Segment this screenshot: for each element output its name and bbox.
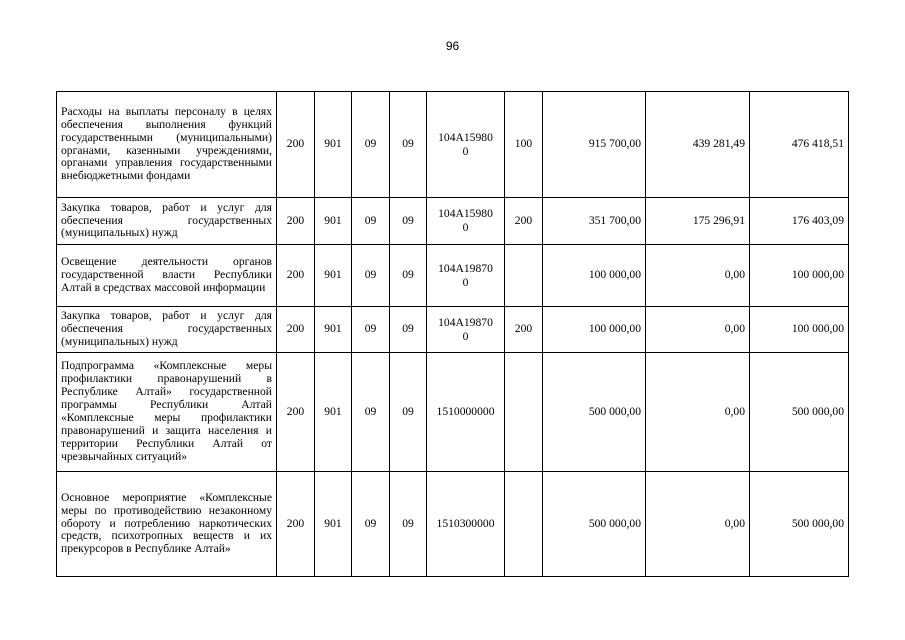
- row-target-article: [427, 92, 505, 198]
- target-article-line2: 0: [462, 275, 469, 289]
- row-target-article: [427, 472, 505, 577]
- row-description: Подпрограмма «Комплексные меры профилактики правонарушений в Республике Алтай» государственной программы Республики Алтай «Комплексные меры профилактики правонарушений и защита населения и территории Республики Алтай от чрезвычайных ситуаций»: [57, 353, 277, 472]
- row-section-code: 09: [352, 92, 390, 198]
- row-sum-executed: 175 296,91: [646, 198, 750, 245]
- row-target-article: [427, 353, 505, 472]
- row-sum-executed: 0,00: [646, 245, 750, 307]
- row-grbs-code: 901: [315, 307, 352, 353]
- target-article-line1: 1510300000: [436, 517, 495, 530]
- row-target-article: [427, 245, 505, 307]
- row-subsection-code: 09: [390, 307, 427, 353]
- row-sum-planned: 100 000,00: [543, 307, 646, 353]
- row-section-code: 09: [352, 472, 390, 577]
- row-grbs-code: 901: [315, 198, 352, 245]
- row-grbs-code: 901: [315, 92, 352, 198]
- row-subsection-code: 09: [390, 245, 427, 307]
- row-expense-type: 100: [505, 92, 543, 198]
- row-admin-code: 200: [277, 198, 315, 245]
- row-subsection-code: 09: [390, 353, 427, 472]
- row-admin-code: 200: [277, 92, 315, 198]
- row-description: Основное мероприятие «Комплексные меры по противодействию незаконному обороту и потреблению наркотических средств, психотропных веществ и их прекурсоров в Республике Алтай»: [57, 472, 277, 577]
- row-section-code: 09: [352, 307, 390, 353]
- row-expense-type: 200: [505, 198, 543, 245]
- row-expense-type: 200: [505, 307, 543, 353]
- row-subsection-code: 09: [390, 92, 427, 198]
- target-article-line1: 104A15980: [438, 207, 493, 220]
- row-expense-type: [505, 245, 543, 307]
- target-article-line1: 104A19870: [438, 261, 493, 275]
- table-row: [57, 472, 849, 577]
- row-admin-code: 200: [277, 472, 315, 577]
- table-row: [57, 353, 849, 472]
- row-description: Расходы на выплаты персоналу в целях обеспечения выполнения функций государственными (муниципальными) органами, казенными учреждениями, органами управления государственными внебюджетными фондами: [57, 92, 277, 198]
- row-description: Освещение деятельности органов государственной власти Республики Алтай в средствах массовой информации: [57, 245, 277, 307]
- row-section-code: 09: [352, 353, 390, 472]
- table-body: [57, 92, 849, 577]
- table-row: [57, 245, 849, 307]
- target-article-line2: 0: [462, 329, 469, 343]
- row-description: Закупка товаров, работ и услуг для обеспечения государственных (муниципальных) нужд: [57, 198, 277, 245]
- target-article-line1: 1510000000: [436, 405, 495, 418]
- row-sum-planned: 915 700,00: [543, 92, 646, 198]
- row-sum-planned: 351 700,00: [543, 198, 646, 245]
- row-sum-planned: 500 000,00: [543, 472, 646, 577]
- row-grbs-code: 901: [315, 245, 352, 307]
- row-sum-remaining: 476 418,51: [750, 92, 849, 198]
- budget-table: [56, 91, 849, 577]
- row-sum-executed: 439 281,49: [646, 92, 750, 198]
- row-expense-type: [505, 353, 543, 472]
- row-expense-type: [505, 472, 543, 577]
- row-description: Закупка товаров, работ и услуг для обеспечения государственных (муниципальных) нужд: [57, 307, 277, 353]
- row-sum-executed: 0,00: [646, 307, 750, 353]
- row-sum-remaining: 100 000,00: [750, 307, 849, 353]
- row-section-code: 09: [352, 245, 390, 307]
- row-sum-remaining: 100 000,00: [750, 245, 849, 307]
- row-section-code: 09: [352, 198, 390, 245]
- row-admin-code: 200: [277, 353, 315, 472]
- row-sum-planned: 500 000,00: [543, 353, 646, 472]
- target-article-line2: 0: [462, 144, 469, 158]
- row-sum-remaining: 500 000,00: [750, 353, 849, 472]
- row-admin-code: 200: [277, 307, 315, 353]
- row-target-article: [427, 307, 505, 353]
- row-sum-executed: 0,00: [646, 472, 750, 577]
- page-number: 96: [445, 39, 460, 53]
- table-row: [57, 92, 849, 198]
- row-grbs-code: 901: [315, 472, 352, 577]
- row-target-article: [427, 198, 505, 245]
- target-article-line1: 104A19870: [438, 315, 493, 329]
- row-sum-executed: 0,00: [646, 353, 750, 472]
- target-article-line2: 0: [462, 221, 469, 234]
- row-subsection-code: 09: [390, 472, 427, 577]
- table-row: [57, 198, 849, 245]
- row-sum-remaining: 176 403,09: [750, 198, 849, 245]
- table-row: [57, 307, 849, 353]
- row-sum-remaining: 500 000,00: [750, 472, 849, 577]
- row-subsection-code: 09: [390, 198, 427, 245]
- target-article-line1: 104A15980: [438, 130, 493, 144]
- row-sum-planned: 100 000,00: [543, 245, 646, 307]
- row-admin-code: 200: [277, 245, 315, 307]
- row-grbs-code: 901: [315, 353, 352, 472]
